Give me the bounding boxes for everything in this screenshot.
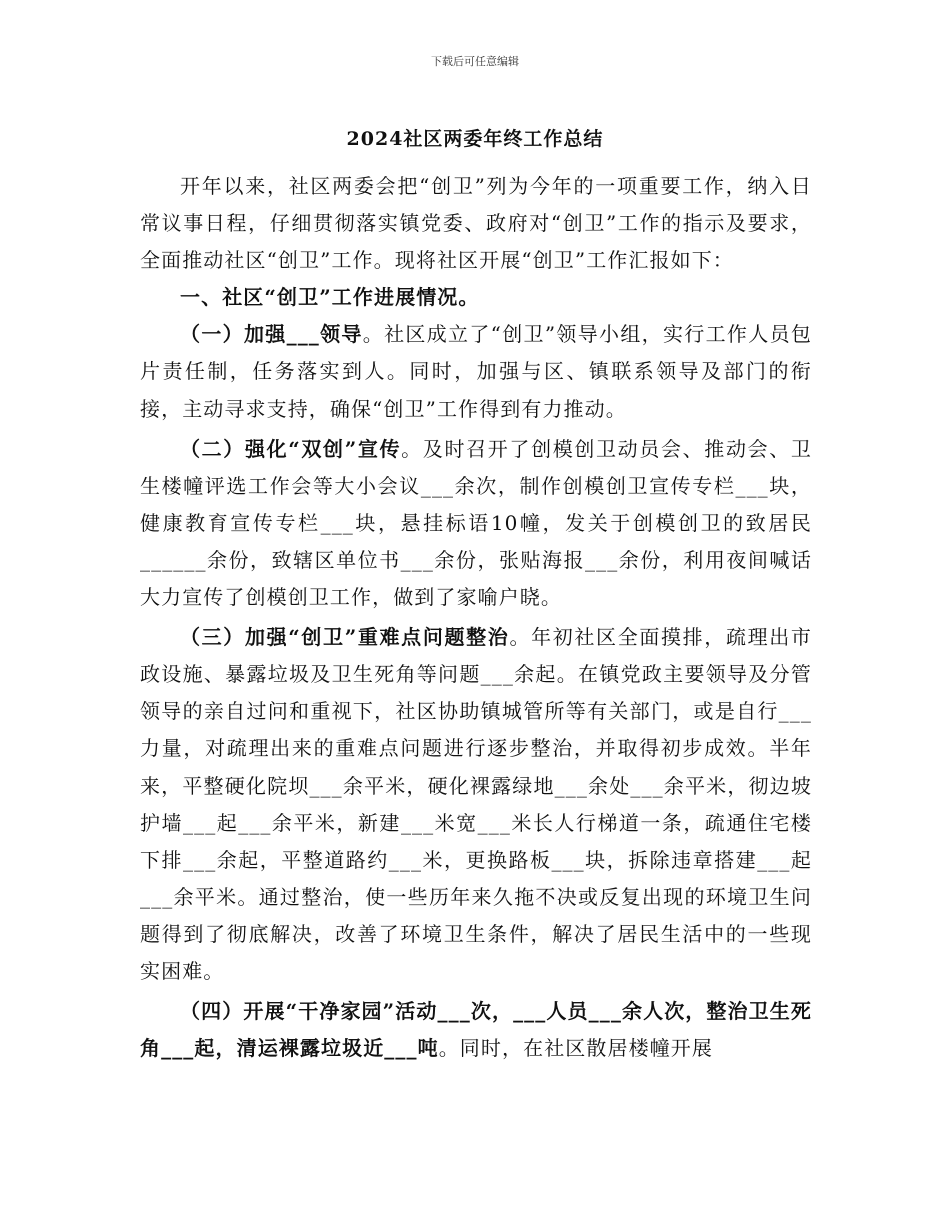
item-paragraph-4 xyxy=(140,993,812,1067)
item-text-1: 。社区成立了“创卫”领导小组，实行工作人员包片责任制，任务落实到人。同时，加强与区、镇联系领导及部门的衔接，主动寻求支持，确保“创卫”工作得到有力推动。 xyxy=(140,322,812,421)
document-body xyxy=(140,168,812,1067)
item-text-4: 。同时，在社区散居楼幢开展 xyxy=(438,1036,714,1061)
item-paragraph-1 xyxy=(140,316,812,427)
intro-paragraph: 开年以来，社区两委会把“创卫”列为今年的一项重要工作，纳入日常议事日程，仔细贯彻落实镇党委、政府对“创卫”工作的指示及要求，全面推动社区“创卫”工作。现将社区开展“创卫”工作汇报如下： xyxy=(140,174,812,273)
item-text-3: 。年初社区全面摸排，疏理出市政设施、暴露垃圾及卫生死角等问题___余起。在镇党政主要领导及分管领导的亲自过问和重视下，社区协助镇城管所等有关部门，或是自行___力量，对疏理出来的重难点问题进行逐步整治，并取得初步成效。半年来，平整硬化院坝___余平米，硬化裸露绿地___余处___余平米，彻边坡护墙___起___余平米，新建___米宽___米长人行梯道一条，疏通住宅楼下排___余起，平整道路约___米，更换路板___块，拆除违章搭建___起___余平米。通过整治，使一些历年来久拖不决或反复出现的环境卫生问题得到了彻底解决，改善了环境卫生条件，解决了居民生活中的一些现实困难。 xyxy=(140,625,813,983)
item-lead-4: （四）开展“干净家园”活动___次，___人员___余人次，整治卫生死角___起，清运裸露垃圾近___吨 xyxy=(140,999,812,1061)
item-paragraph-3 xyxy=(140,619,812,990)
item-lead-3: （三）加强“创卫”重难点问题整治 xyxy=(180,625,510,650)
item-paragraph-2 xyxy=(140,431,812,616)
document-title: 2024社区两委年终工作总结 xyxy=(346,128,604,150)
section-heading xyxy=(140,279,812,316)
item-lead-1: （一）加强___领导 xyxy=(180,322,363,347)
item-lead-2: （二）强化“双创”宣传 xyxy=(180,436,402,461)
section-heading-text: 一、社区“创卫”工作进展情况。 xyxy=(180,285,480,310)
header-note: 下载后可任意编辑 xyxy=(431,55,519,68)
item-text-2: 。及时召开了创模创卫动员会、推动会、卫生楼幢评选工作会等大小会议___余次，制作创模创卫宣传专栏___块，健康教育宣传专栏___块，悬挂标语10幢，发关于创模创卫的致居民______余份，致辖区单位书___余份，张贴海报___余份，利用夜间喊话大力宣传了创模创卫工作，做到了家喻户晓。 xyxy=(140,436,812,610)
